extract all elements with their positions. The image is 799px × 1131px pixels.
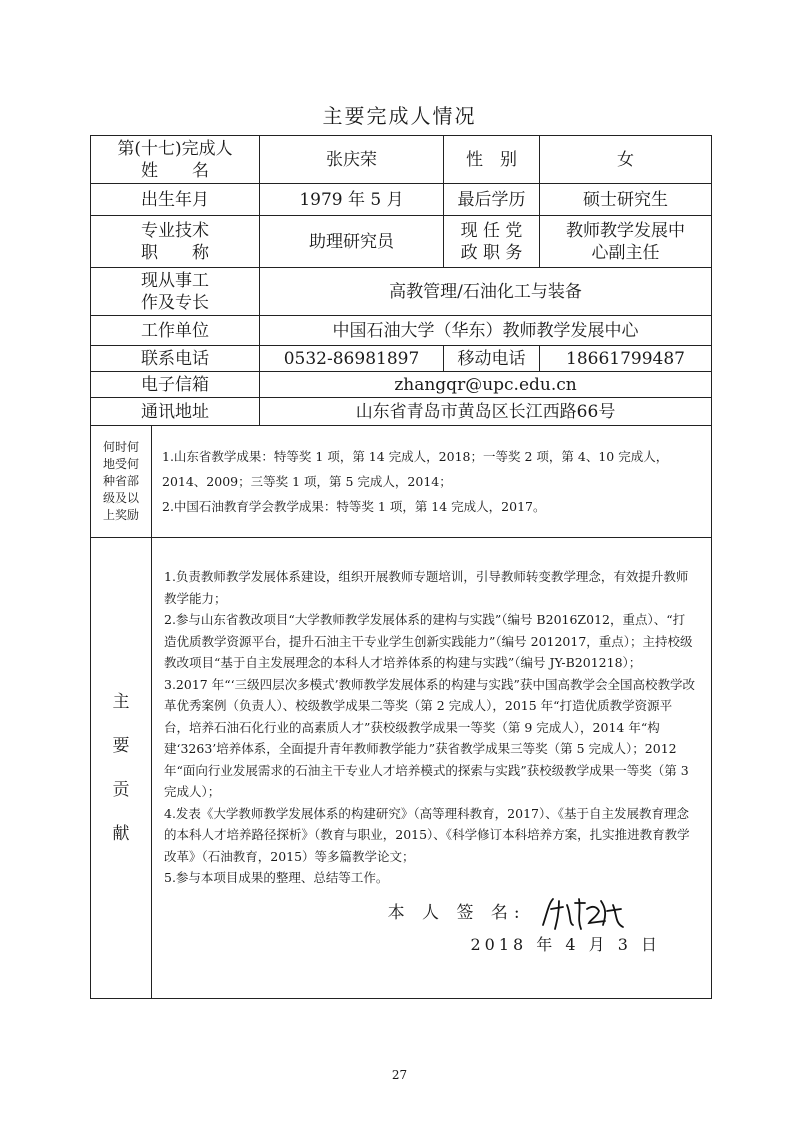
gender-value: 女 xyxy=(540,136,712,184)
awards-label: 何时何 地受何 种省部 级及以 上奖励 xyxy=(91,426,152,538)
contribution-item: 5.参与本项目成果的整理、总结等工作。 xyxy=(164,870,389,885)
award-item: 1.山东省教学成果：特等奖 1 项，第 14 完成人，2018；一等奖 2 项，第 4、10 完成人，2014、2009；三等奖 1 项，第 5 完成人，2014； xyxy=(162,449,669,489)
handwritten-signature xyxy=(537,895,627,931)
email-value: zhangqr@upc.edu.cn xyxy=(260,372,712,398)
unit-label: 工作单位 xyxy=(91,316,260,346)
gender-label: 性 别 xyxy=(444,136,540,184)
address-value: 山东省青岛市黄岛区长江西路66号 xyxy=(260,398,712,426)
birth-label: 出生年月 xyxy=(91,184,260,216)
sign-date: 2018 年 4 月 3 日 xyxy=(470,934,662,954)
address-label: 通讯地址 xyxy=(91,398,260,426)
mobile-value: 18661799487 xyxy=(540,346,712,372)
field-value: 高教管理/石油化工与装备 xyxy=(260,268,712,316)
contribution-item: 4.发表《大学教师教学发展体系的构建研究》（高等理科教育，2017）、《基于自主发展教育理念的本科人才培养路径探析》（教育与职业，2015）、《科学修订本科培养方案，扎实推进教育教学改革》（石油教育，2015）等多篇教学论文； xyxy=(164,805,690,864)
name-label: 第(十七)完成人 姓 名 xyxy=(91,136,260,184)
unit-value: 中国石油大学（华东）教师教学发展中心 xyxy=(260,316,712,346)
contribution-label: 主 要 贡 献 xyxy=(91,538,152,999)
education-label: 最后学历 xyxy=(444,184,540,216)
pro-title-value: 助理研究员 xyxy=(260,216,444,268)
signature-row xyxy=(164,895,697,931)
birth-value: 1979 年 5 月 xyxy=(260,184,444,216)
field-label: 现从事工 作及专长 xyxy=(91,268,260,316)
award-item: 2.中国石油教育学会教学成果：特等奖 1 项，第 14 完成人，2017。 xyxy=(162,499,546,514)
post-label: 现 任 党 政 职 务 xyxy=(444,216,540,268)
contribution-item: 2.参与山东省教改项目“大学教师教学发展体系的建构与实践”（编号 B2016Z012，重点）、“打造优质教学资源平台，提升石油主干专业学生创新实践能力”（编号 2012017，重点）；主持校级教改项目“基于自主发展理念的本科人才培养体系的构建与实践”（编号 JY-B201218）； xyxy=(164,612,693,670)
signature-label: 本 人 签 名: xyxy=(387,902,526,923)
post-value: 教师教学发展中 心副主任 xyxy=(540,216,712,268)
phone-value: 0532-86981897 xyxy=(260,346,444,372)
name-value: 张庆荣 xyxy=(260,136,444,184)
personnel-form-table xyxy=(90,135,712,999)
contribution-content xyxy=(152,538,712,999)
page-title: 主要完成人情况 xyxy=(322,104,477,128)
education-value: 硕士研究生 xyxy=(540,184,712,216)
contribution-item: 1.负责教师教学发展体系建设，组织开展教师专题培训，引导教师转变教学理念，有效提升教师教学能力； xyxy=(164,569,689,606)
awards-content xyxy=(152,426,712,538)
phone-label: 联系电话 xyxy=(91,346,260,372)
email-label: 电子信箱 xyxy=(91,372,260,398)
pro-title-label: 专业技术 职 称 xyxy=(91,216,260,268)
mobile-label: 移动电话 xyxy=(444,346,540,372)
page-number: 27 xyxy=(391,1068,408,1082)
contribution-item: 3.2017 年“‘三级四层次多模式’教师教学发展体系的构建与实践”获中国高教学会全国高校教学改革优秀案例（负责人）、校级教学成果二等奖（第 2 完成人），2015 年“打造优质教学资源平台，培养石油石化行业的高素质人才”获校级教学成果一等奖（第 9 完成人），2014 年“构建‘3263’培养体系，全面提升青年教师教学能力”获省教学成果三等奖（第 5 完成人）；2012 年“面向行业发展需求的石油主干专业人才培养模式的探索与实践”获校级教学成果一等奖（第 3 完成人）； xyxy=(164,676,695,799)
